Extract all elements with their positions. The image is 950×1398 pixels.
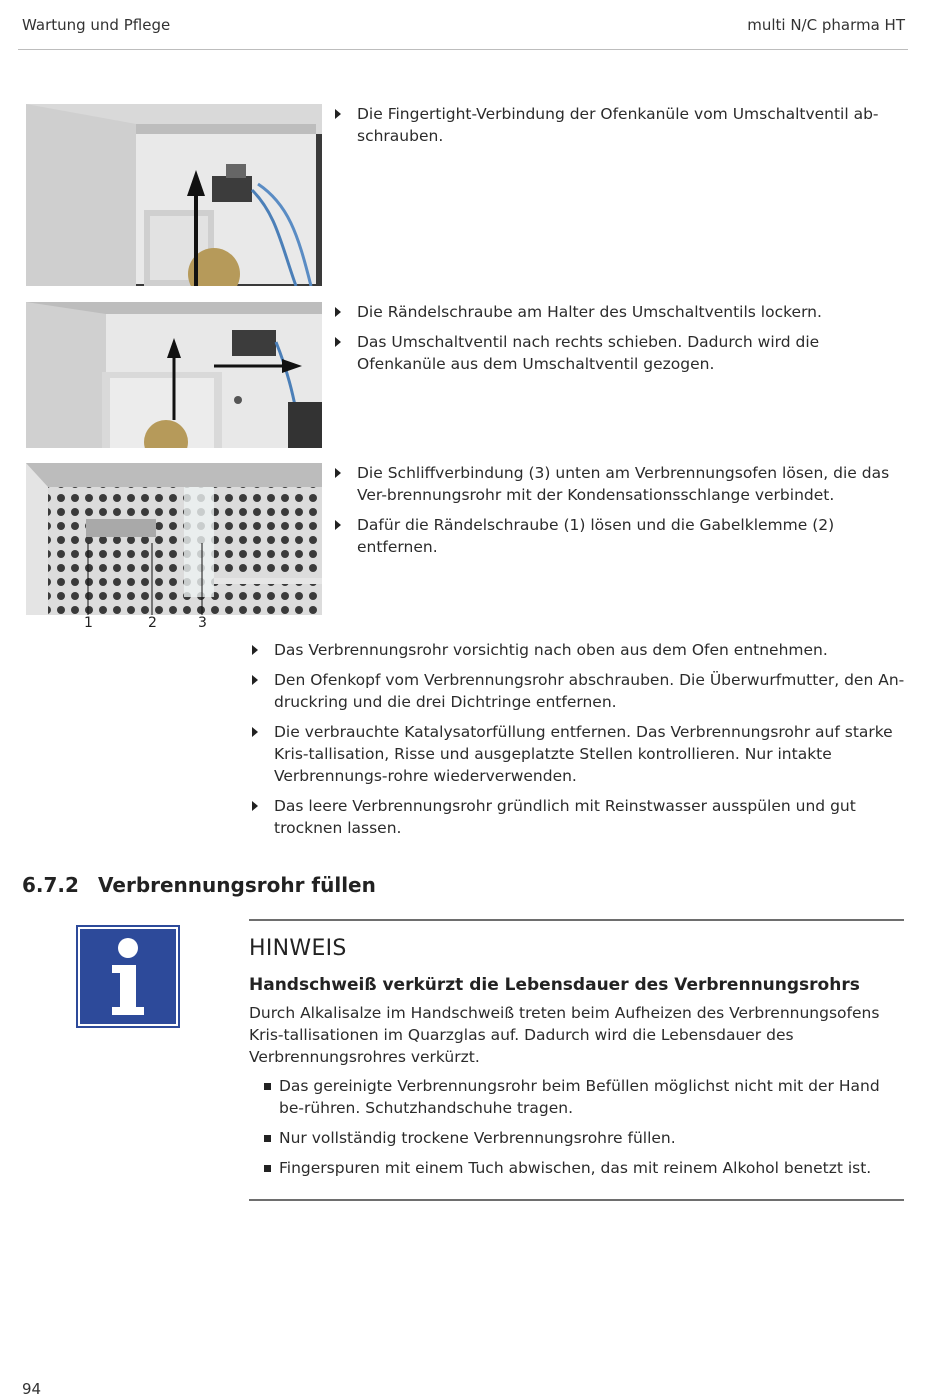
callout-2: 2 xyxy=(148,615,157,631)
photo-fingertight-connection xyxy=(26,104,322,286)
note-type-label: HINWEIS xyxy=(249,936,347,961)
square-bullet-icon xyxy=(264,1165,271,1172)
step-item: Das leere Verbrennungsrohr gründlich mit Reinstwasser ausspülen und gut trocknen lassen. xyxy=(250,795,910,839)
instruction-steps-2 xyxy=(333,301,903,383)
note-title: Handschweiß verkürzt die Lebensdauer des Verbrennungsrohrs xyxy=(249,975,860,995)
step-arrow-icon xyxy=(335,109,341,119)
step-item: Die verbrauchte Katalysatorfüllung entfernen. Das Verbrennungsrohr auf starke Kris-tallisation, Risse und ausgeplatzte Stellen kontrollieren. Nur intakte Verbrennungs-rohre wiederverwenden. xyxy=(250,721,910,787)
step-arrow-icon xyxy=(335,520,341,530)
step-item: Die Schliffverbindung (3) unten am Verbrennungsofen lösen, die das Ver-brennungsrohr mit der Kondensationsschlange verbindet. xyxy=(333,462,903,506)
note-bottom-rule xyxy=(249,1199,904,1201)
note-list xyxy=(249,1075,899,1179)
step-item: Dafür die Rändelschraube (1) lösen und die Gabelklemme (2) entfernen. xyxy=(333,514,903,558)
photo-switching-valve xyxy=(26,302,322,448)
step-item: Den Ofenkopf vom Verbrennungsrohr abschrauben. Die Überwurfmutter, den An-druckring und die drei Dichtringe entfernen. xyxy=(250,669,910,713)
step-arrow-icon xyxy=(335,337,341,347)
section-number: 6.7.2 xyxy=(22,873,79,897)
photo-callout-numbers xyxy=(26,615,322,635)
running-header-product: multi N/C pharma HT xyxy=(747,16,905,34)
note-list-item: Fingerspuren mit einem Tuch abwischen, das mit reinem Alkohol benetzt ist. xyxy=(249,1157,899,1179)
step-arrow-icon xyxy=(335,307,341,317)
step-arrow-icon xyxy=(252,675,258,685)
step-item: Die Fingertight-Verbindung der Ofenkanüle vom Umschaltventil ab-schrauben. xyxy=(333,103,903,147)
step-item: Die Rändelschraube am Halter des Umschaltventils lockern. xyxy=(333,301,903,323)
step-item: Das Umschaltventil nach rechts schieben. Dadurch wird die Ofenkanüle aus dem Umschaltventil gezogen. xyxy=(333,331,903,375)
step-arrow-icon xyxy=(252,645,258,655)
running-header-chapter: Wartung und Pflege xyxy=(22,16,171,34)
instruction-steps-3 xyxy=(333,462,903,566)
photo-ground-joint xyxy=(26,463,322,615)
square-bullet-icon xyxy=(264,1083,271,1090)
square-bullet-icon xyxy=(264,1135,271,1142)
note-box xyxy=(249,936,899,1187)
step-arrow-icon xyxy=(252,727,258,737)
note-list-item: Nur vollständig trockene Verbrennungsrohre füllen. xyxy=(249,1127,899,1149)
header-divider xyxy=(18,49,908,50)
step-arrow-icon xyxy=(335,468,341,478)
note-list-item: Das gereinigte Verbrennungsrohr beim Befüllen möglichst nicht mit der Hand be-rühren. Schutzhandschuhe tragen. xyxy=(249,1075,899,1119)
section-title: Verbrennungsrohr füllen xyxy=(98,873,376,897)
callout-3: 3 xyxy=(198,615,207,631)
page-number: 94 xyxy=(22,1380,42,1398)
callout-1: 1 xyxy=(84,615,93,631)
note-top-rule xyxy=(249,919,904,921)
note-text: Durch Alkalisalze im Handschweiß treten beim Aufheizen des Verbrennungsofens Kris-tallisationen im Quarzglas auf. Dadurch wird die Lebensdauer des Verbrennungsrohres verkürzt. xyxy=(249,1004,880,1066)
instruction-steps-4 xyxy=(250,639,910,847)
step-arrow-icon xyxy=(252,801,258,811)
step-item: Das Verbrennungsrohr vorsichtig nach oben aus dem Ofen entnehmen. xyxy=(250,639,910,661)
info-icon xyxy=(76,925,180,1028)
section-heading xyxy=(22,873,376,897)
instruction-steps-1 xyxy=(333,103,903,155)
